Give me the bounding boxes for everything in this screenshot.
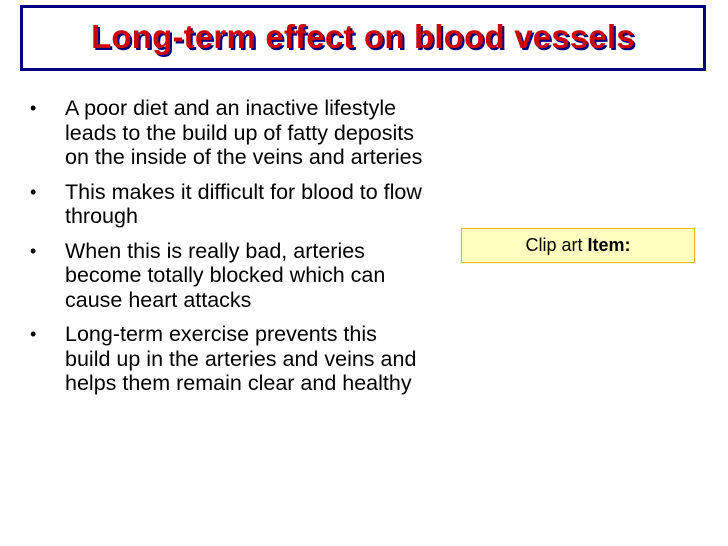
bullet-dot-icon: • xyxy=(30,98,37,118)
title-frame xyxy=(20,5,706,71)
clip-art-item-label: Item: xyxy=(587,235,631,255)
bullet-item xyxy=(28,322,423,396)
bullet-dot-icon: • xyxy=(30,324,37,344)
bullet-dot-icon: • xyxy=(30,181,37,202)
slide-title: Long-term effect on blood vessels xyxy=(91,18,635,55)
bullet-item xyxy=(28,96,423,170)
bullet-text: When this is really bad, arteries become totally blocked which can cause heart attacks xyxy=(65,238,386,312)
bullet-item xyxy=(28,239,423,313)
bullet-text: This makes it difficult for blood to flow through xyxy=(65,179,422,228)
bullet-text: Long-term exercise prevents this build up in the arteries and veins and helps them remain clear and healthy xyxy=(65,322,417,395)
bullet-list xyxy=(28,96,423,406)
clip-art-placeholder[interactable] xyxy=(461,228,695,263)
bullet-dot-icon: • xyxy=(30,240,37,261)
clip-art-prefix: Clip art xyxy=(525,235,588,255)
bullet-text: A poor diet and an inactive lifestyle leads to the build up of fatty deposits on the inside of the veins and arteries xyxy=(65,96,423,169)
bullet-item xyxy=(28,180,423,229)
